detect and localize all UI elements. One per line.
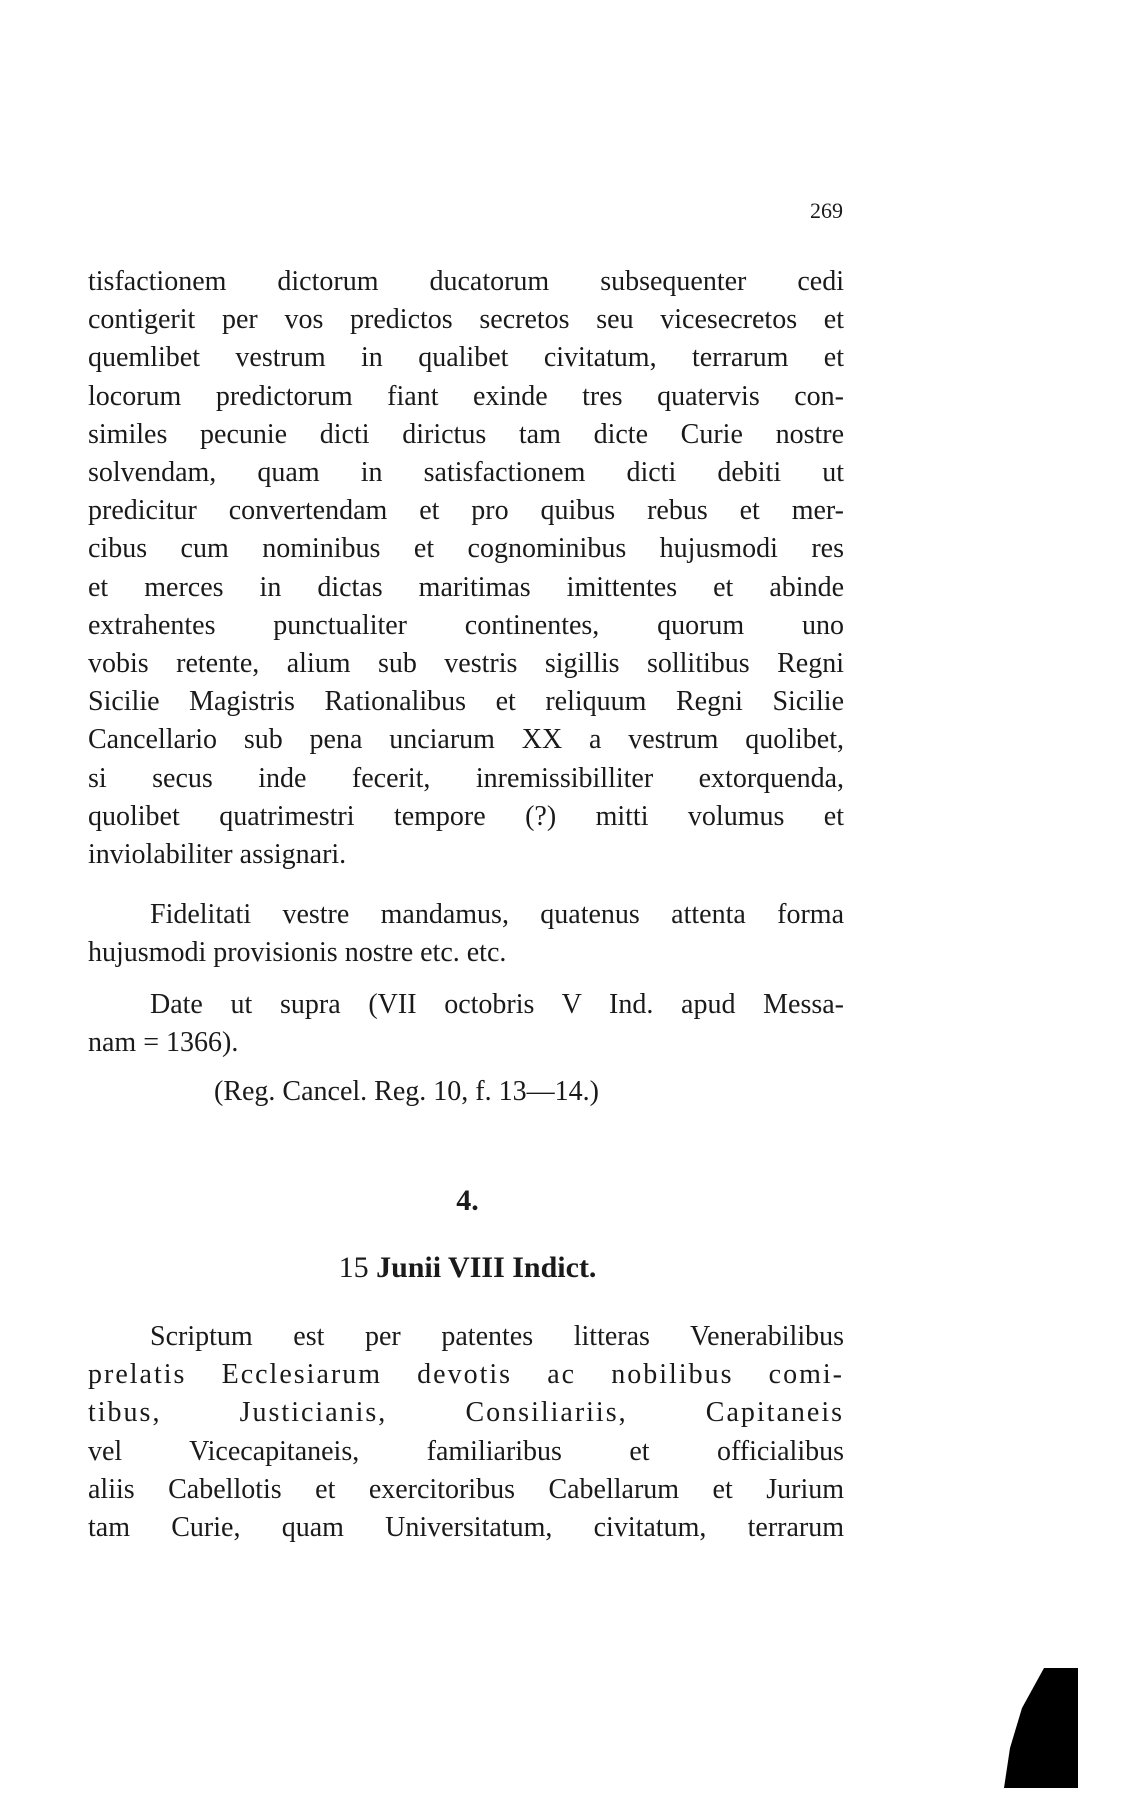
date-month-indiction: Junii VIII Indict. (376, 1251, 597, 1284)
text-line: inviolabiliter assignari. (88, 839, 347, 871)
text-line: vel Vicecapitaneis, familiaribus et officialibus (88, 1435, 844, 1467)
text-line: Cancellario sub pena unciarum XX a vestrum quolibet, (88, 724, 844, 756)
body-paragraph-4 (88, 1318, 844, 1547)
text-line: cibus cum nominibus et cognominibus hujusmodi res (88, 533, 844, 565)
text-line: hujusmodi provisionis nostre etc. etc. (88, 937, 507, 969)
text-line: Date ut supra (VII octobris V Ind. apud Messa- (150, 989, 844, 1020)
text-line: quolibet quatrimestri tempore (?) mitti volumus et (88, 800, 844, 832)
text-line: aliis Cabellotis et exercitoribus Cabellarum et Jurium (88, 1473, 844, 1505)
body-paragraph-1 (88, 263, 844, 874)
text-line: Scriptum est per patentes litteras Venerabilibus (150, 1321, 844, 1352)
text-line: extrahentes punctualiter continentes, quorum uno (88, 609, 844, 641)
text-line: locorum predictorum fiant exinde tres quatervis con- (88, 380, 844, 412)
ink-blot-mark (1004, 1668, 1078, 1788)
text-line: prelatis Ecclesiarum devotis ac nobilibus comi- (88, 1359, 844, 1391)
text-line: quemlibet vestrum in qualibet civitatum, terrarum et (88, 342, 844, 374)
text-line: si secus inde fecerit, inremissibilliter extorquenda, (88, 762, 844, 794)
page-number: 269 (810, 198, 843, 223)
text-line: et merces in dictas maritimas imittentes et abinde (88, 571, 844, 603)
text-line: solvendam, quam in satisfactionem dicti debiti ut (88, 457, 844, 489)
date-day: 15 (338, 1251, 369, 1284)
body-paragraph-2 (88, 896, 844, 972)
document-number: 4. (456, 1184, 479, 1217)
text-line: tibus, Justicianis, Consiliariis, Capitaneis (88, 1397, 844, 1429)
text-line: predicitur convertendam et pro quibus rebus et mer- (88, 495, 844, 527)
document-date-heading (0, 1251, 935, 1285)
text-line: vobis retente, alium sub vestris sigillis sollitibus Regni (88, 648, 844, 680)
text-line: similes pecunie dicti dirictus tam dicte Curie nostre (88, 418, 844, 450)
text-line: Fidelitati vestre mandamus, quatenus attenta forma (150, 899, 844, 930)
text-line: tisfactionem dictorum ducatorum subsequenter cedi (88, 266, 844, 297)
text-line: contigerit per vos predictos secretos seu vicesecretos et (88, 304, 844, 336)
text-line: tam Curie, quam Universitatum, civitatum, terrarum (88, 1512, 844, 1544)
register-citation: (Reg. Cancel. Reg. 10, f. 13—14.) (214, 1076, 599, 1107)
date-paragraph (88, 986, 844, 1062)
text-line: Sicilie Magistris Rationalibus et reliquum Regni Sicilie (88, 686, 844, 718)
text-line: nam = 1366). (88, 1027, 239, 1059)
